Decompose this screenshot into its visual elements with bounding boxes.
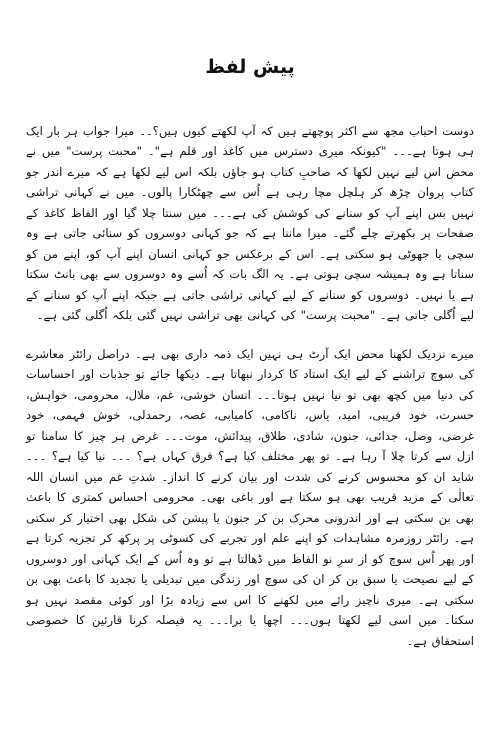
paragraph-2: میرے نزدیک لکھنا محض ایک آرٹ ہی نہیں ایک ذمہ داری بھی ہے۔ دراصل رائٹر معاشرے کی سوچ تراشنے کے لیے ایک استاد کا کردار نبھاتا ہے۔ دیکھا جائے تو جذبات اور احساسات کی دنیا میں کچھ بھی تو نیا نہیں ہوتا۔۔۔ انسان خوشی، غم، ملال، محرومی، خواہش، حسرت، خود فریبی، امید، یاس، ناکامی، کامیابی، غصہ، رحمدلی، خوش فہمی، خود غرضی، وصل، جدائی، جنون، شادی، طلاق، پیدائش، موت۔۔۔ غرض ہر چیز کا سامنا تو ازل سے کرتا چلا آ رہا ہے۔ تو پھر مختلف کیا ہے؟ فرق کہاں ہے؟ ۔۔۔ نیا کیا ہے؟ ۔۔۔ شاید ان کو محسوس کرنے کی شدت اور بیان کرنے کا انداز۔ شدتِ غم میں انسان اللہ تعالٰی کے مزید قریب بھی ہو سکتا ہے اور باغی بھی۔ محرومی احساس کمتری کا باعث بھی بن سکتی ہے اور اندرونی محرک بن کر جنون یا پیشن کی شکل بھی اختیار کر سکتی ہے۔ رائٹر روزمرہ مشاہدات کو اپنے علم اور تجربے کی کسوٹی پر پرکھ کر تجزیہ کرتا ہے اور پھر اُس سوچ کو از سرِ نو الفاظ میں ڈھالتا ہے تو وہ اُس کے ایک کہانی اور دوسروں کے لیے نصیحت یا سبق بن کر ان کی سوچ اور زندگی میں تبدیلی یا تجدید کا باعث بھی بن سکتی ہے۔ میری ناچیز رائے میں لکھنے کا اس سے زیادہ بڑا اور کوئی مقصد نہیں ہو سکتا۔ میں اسی لیے لکھتا ہوں۔۔۔ اچھا یا برا۔۔۔ یہ فیصلہ کرنا قارئین کا خصوصی استحقاق ہے۔ xyxy=(26,346,474,648)
page-title: پیش لفظ xyxy=(205,56,295,78)
paragraph-1: دوست احباب مجھ سے اکثر پوچھتے ہیں کہ آپ لکھتے کیوں ہیں؟۔۔ میرا جواب ہر بار ایک ہی ہوتا ہے۔۔۔ "کیونکہ میری دسترس میں کاغذ اور قلم ہے"۔ "محبت پرست" میں نے محض اس لیے نہیں لکھا کہ صاحبِ کتاب ہو جاؤں بلکہ اس لیے لکھا ہے کہ میرے اندر جو کتاب پروان چڑھ کر ہلچل مچا رہی ہے اُس سے چھٹکارا پالوں۔ میں نے کہانی تراشی نہیں بس اپنے آپ کو سنانے کی کوشش کی ہے۔۔۔ میں سنتا چلا گیا اور الفاظ کاغذ کے صفحات پر بکھرتے چلے گئے۔ میرا ماننا ہے کہ جو کہانی دوسروں کو سنائی جاتی ہے وہ سچی یا جھوٹی ہو سکتی ہے۔ اس کے برعکس جو کہانی انسان اپنے آپ کو، اپنے من کو سناتا ہے وہ ہمیشہ سچی ہوتی ہے۔ یہ الگ بات کہ اُسے وہ دوسروں سے بھی بانٹ سکتا ہے یا نہیں۔ دوسروں کو سنانے کے لیے کہانی تراشی جاتی ہے جبکہ اپنے آپ کو سنانے کے لیے اُگلی جاتی ہے۔ "محبت پرست" کی کہانی بھی تراشی نہیں گئی بلکہ اُگلی گئی ہے۔ xyxy=(26,123,474,323)
